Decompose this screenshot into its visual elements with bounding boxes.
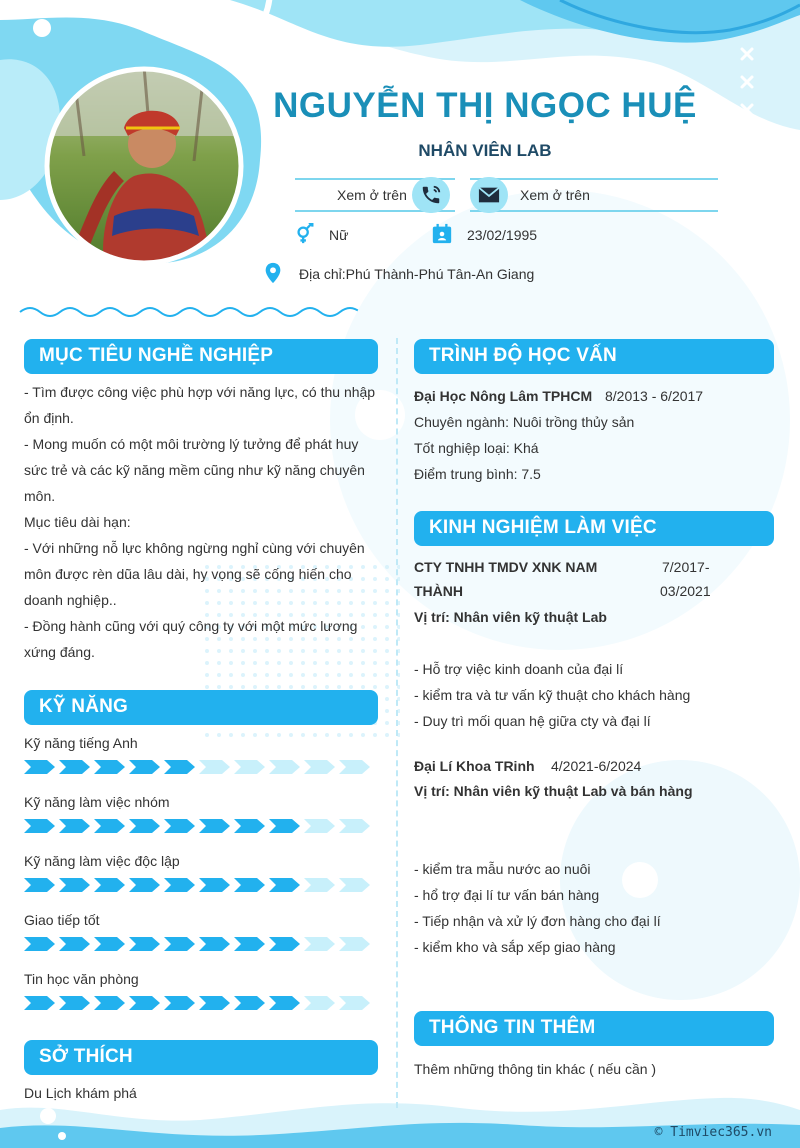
job-duties xyxy=(414,656,690,734)
skill-chevron-empty xyxy=(339,760,370,774)
skill-chevron-filled xyxy=(269,937,300,951)
skill-bar xyxy=(24,759,374,775)
skill-label: Kỹ năng tiếng Anh xyxy=(24,735,138,751)
skill-chevron-filled xyxy=(59,878,90,892)
objective-line: ổn định. xyxy=(24,410,74,426)
education-grade: Tốt nghiệp loại: Khá xyxy=(414,440,539,456)
extra-info-heading: THÔNG TIN THÊM xyxy=(414,1011,774,1046)
skill-chevron-filled xyxy=(129,819,160,833)
email-icon xyxy=(470,177,508,213)
job-period-line: 7/2017- xyxy=(662,559,710,575)
skill-label: Kỹ năng làm việc nhóm xyxy=(24,794,170,810)
skill-chevron-filled xyxy=(94,760,125,774)
skill-chevron-filled xyxy=(199,878,230,892)
skill-chevron-filled xyxy=(129,760,160,774)
skill-chevron-filled xyxy=(129,878,160,892)
skill-chevron-empty xyxy=(199,760,230,774)
skill-chevron-filled xyxy=(199,819,230,833)
job-duty: - kiểm tra mẫu nước ao nuôi xyxy=(414,861,591,877)
objective-text xyxy=(24,379,384,665)
hobbies-text: Du Lịch khám phá xyxy=(24,1085,137,1101)
skill-chevron-filled xyxy=(24,760,55,774)
location-pin-icon xyxy=(263,262,283,289)
job-period xyxy=(660,555,711,603)
skill-chevron-filled xyxy=(234,819,265,833)
skill-chevron-filled xyxy=(59,760,90,774)
skill-chevron-empty xyxy=(304,760,335,774)
job-position: Vị trí: Nhân viên kỹ thuật Lab xyxy=(414,609,607,625)
skills-heading: KỸ NĂNG xyxy=(24,690,378,725)
dob-value: 23/02/1995 xyxy=(467,227,538,243)
job-company-line xyxy=(414,555,614,579)
skill-label: Giao tiếp tốt xyxy=(24,912,100,928)
skill-chevron-filled xyxy=(129,937,160,951)
skill-label: Tin học văn phòng xyxy=(24,971,139,987)
job-duties xyxy=(414,856,661,960)
avatar xyxy=(44,66,244,266)
skill-chevron-filled xyxy=(24,996,55,1010)
skill-chevron-filled xyxy=(199,937,230,951)
email-box xyxy=(470,178,718,212)
education-major: Chuyên ngành: Nuôi trồng thủy sản xyxy=(414,414,635,430)
skill-chevron-filled xyxy=(269,878,300,892)
skill-chevron-filled xyxy=(24,878,55,892)
column-divider xyxy=(396,338,398,1108)
skill-chevron-filled xyxy=(59,937,90,951)
skill-chevron-empty xyxy=(304,937,335,951)
skill-chevron-filled xyxy=(164,819,195,833)
skill-chevron-filled xyxy=(59,819,90,833)
job-company: Đại Lí Khoa TRinh xyxy=(414,758,535,774)
skill-chevron-filled xyxy=(94,937,125,951)
skill-chevron-filled xyxy=(129,996,160,1010)
skill-chevron-filled xyxy=(94,878,125,892)
skill-bar xyxy=(24,877,374,893)
objective-line: - Đồng hành cũng với quý công ty với một mức lương xyxy=(24,618,358,634)
footer-credit: © Timviec365.vn xyxy=(654,1125,772,1140)
gender-icon xyxy=(294,223,316,250)
skill-chevron-filled xyxy=(94,819,125,833)
skill-bar xyxy=(24,936,374,952)
job-title: NHÂN VIÊN LAB xyxy=(418,141,552,160)
skill-chevron-empty xyxy=(339,819,370,833)
job-position: Vị trí: Nhân viên kỹ thuật Lab và bán hàng xyxy=(414,783,693,799)
skill-chevron-filled xyxy=(234,937,265,951)
education-period: 8/2013 - 6/2017 xyxy=(605,388,704,404)
skill-chevron-filled xyxy=(164,937,195,951)
skill-bar xyxy=(24,995,374,1011)
job-company-text: CTY TNHH TMDV XNK NAM xyxy=(414,559,598,575)
phone-value: Xem ở trên xyxy=(337,187,407,203)
skill-chevron-filled xyxy=(164,878,195,892)
skill-chevron-empty xyxy=(304,819,335,833)
objective-line: doanh nghiệp.. xyxy=(24,592,117,608)
skill-chevron-empty xyxy=(234,760,265,774)
job-duty: - Duy trì mối quan hệ giữa cty và đại lí xyxy=(414,713,651,729)
education-gpa: Điểm trung bình: 7.5 xyxy=(414,466,541,482)
skill-chevron-filled xyxy=(59,996,90,1010)
job-duty: - kiểm kho và sắp xếp giao hàng xyxy=(414,939,616,955)
skill-chevron-empty xyxy=(304,878,335,892)
objective-line: xứng đáng. xyxy=(24,644,95,660)
skill-chevron-filled xyxy=(164,760,195,774)
objective-line: sức trẻ và các kỹ năng mềm cũng như kỹ năng chuyên xyxy=(24,462,365,478)
job-company-line: THÀNH xyxy=(414,583,463,599)
extra-info-text: Thêm những thông tin khác ( nếu cần ) xyxy=(414,1061,657,1077)
skill-chevron-empty xyxy=(304,996,335,1010)
objective-line: môn. xyxy=(24,488,56,504)
skill-chevron-empty xyxy=(339,878,370,892)
objective-line: môn được rèn dũa lâu dài, hy vọng sẽ cống hiến cho xyxy=(24,566,352,582)
full-name: NGUYỄN THỊ NGỌC HUỆ xyxy=(273,86,697,125)
job-company xyxy=(414,555,614,603)
phone-icon xyxy=(412,177,450,213)
skill-chevron-filled xyxy=(269,819,300,833)
education-heading: TRÌNH ĐỘ HỌC VẤN xyxy=(414,339,774,374)
experience-heading: KINH NGHIỆM LÀM VIỆC xyxy=(414,511,774,546)
address-value: Địa chỉ:Phú Thành-Phú Tân-An Giang xyxy=(299,266,535,282)
skill-chevron-empty xyxy=(269,760,300,774)
job-duty: - Hỗ trợ việc kinh doanh của đại lí xyxy=(414,661,624,677)
skill-chevron-filled xyxy=(234,996,265,1010)
skill-chevron-filled xyxy=(94,996,125,1010)
skill-chevron-filled xyxy=(269,996,300,1010)
skill-chevron-filled xyxy=(199,996,230,1010)
objective-line: - Tìm được công việc phù hợp với năng lực, có thu nhập xyxy=(24,384,376,400)
gender-value: Nữ xyxy=(329,227,349,243)
objective-heading: MỤC TIÊU NGHỀ NGHIỆP xyxy=(24,339,378,374)
job-duty: - hổ trợ đại lí tư vấn bán hàng xyxy=(414,887,600,903)
skill-chevron-filled xyxy=(234,878,265,892)
job-period: 4/2021-6/2024 xyxy=(551,758,642,774)
hobbies-heading: SỞ THÍCH xyxy=(24,1040,378,1075)
skill-chevron-empty xyxy=(339,937,370,951)
school-name: Đại Học Nông Lâm TPHCM xyxy=(414,388,593,404)
skill-bar xyxy=(24,818,374,834)
skill-chevron-filled xyxy=(164,996,195,1010)
calendar-icon xyxy=(431,223,453,250)
objective-line: - Với những nỗ lực không ngừng nghỉ cùng với chuyên xyxy=(24,540,365,556)
email-value: Xem ở trên xyxy=(520,187,590,203)
job-duty: - Tiếp nhận và xử lý đơn hàng cho đại lí xyxy=(414,913,661,929)
objective-line: - Mong muốn có một môi trường lý tưởng để phát huy xyxy=(24,436,359,452)
skill-chevron-filled xyxy=(24,937,55,951)
skill-chevron-empty xyxy=(339,996,370,1010)
skill-label: Kỹ năng làm việc độc lập xyxy=(24,853,180,869)
phone-box xyxy=(295,178,455,212)
objective-line: Mục tiêu dài hạn: xyxy=(24,514,131,530)
job-duty: - kiểm tra và tư vấn kỹ thuật cho khách hàng xyxy=(414,687,691,703)
job-period-line: 03/2021 xyxy=(660,583,711,599)
skill-chevron-filled xyxy=(24,819,55,833)
